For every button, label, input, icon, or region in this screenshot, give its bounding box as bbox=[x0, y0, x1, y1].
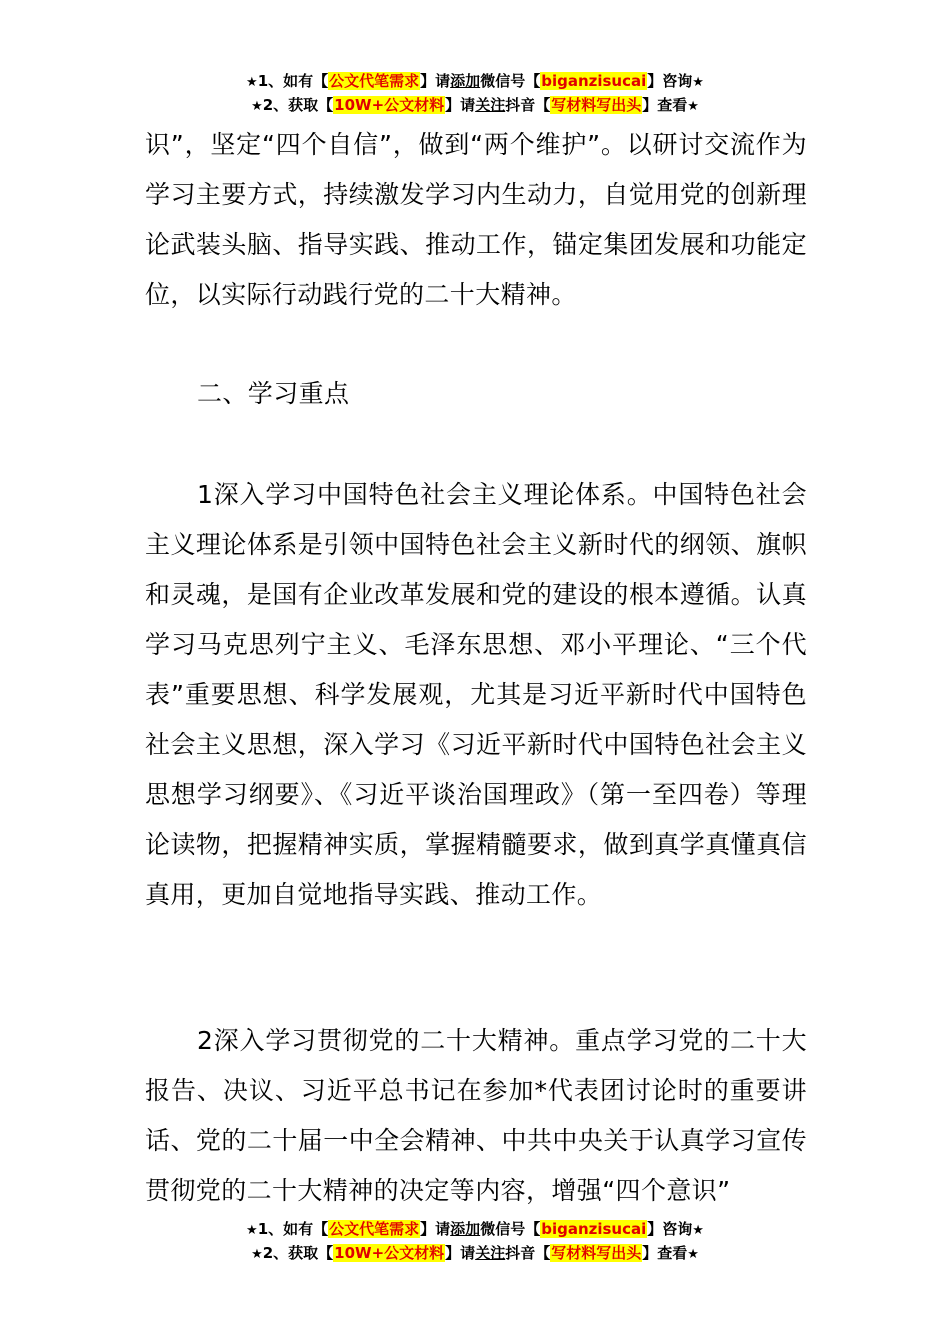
highlight-wechat-id: biganzisucai bbox=[541, 1220, 647, 1238]
banner-text: 抖音【 bbox=[505, 96, 551, 114]
highlight-wechat-id: biganzisucai bbox=[541, 72, 647, 90]
banner-text: 】请 bbox=[445, 96, 476, 114]
banner-underlined-text: 添加 bbox=[450, 72, 481, 90]
body-paragraph-1: 识”，坚定“四个自信”，做到“两个维护”。以研讨交流作为学习主要方式，持续激发学习内生动力，自觉用党的创新理论武装头脑、指导实践、推动工作，锚定集团发展和功能定位，以实际行动践行党的二十大精神。 bbox=[145, 130, 807, 309]
section-heading: 二、学习重点 bbox=[197, 379, 350, 408]
banner-text: 1、如有【 bbox=[257, 1220, 329, 1238]
highlight-ghostwriting: 公文代笔需求 bbox=[329, 72, 420, 90]
banner-text: 抖音【 bbox=[505, 1244, 551, 1262]
banner-line-2 bbox=[0, 94, 950, 118]
banner-text: 】咨询 bbox=[647, 72, 693, 90]
banner-text: 2、获取【 bbox=[262, 1244, 334, 1262]
banner-text: 】查看 bbox=[642, 96, 688, 114]
highlight-douyin-account: 写材料写出头 bbox=[551, 1244, 642, 1262]
banner-text: 】请 bbox=[445, 1244, 476, 1262]
banner-text: 】咨询 bbox=[647, 1220, 693, 1238]
star-icon: ★ bbox=[692, 1223, 704, 1238]
banner-line-1 bbox=[0, 1218, 950, 1242]
banner-underlined-text: 关注 bbox=[475, 1244, 506, 1262]
banner-underlined-text: 关注 bbox=[475, 96, 506, 114]
star-icon: ★ bbox=[687, 99, 699, 114]
banner-text: 】查看 bbox=[642, 1244, 688, 1262]
star-icon: ★ bbox=[246, 75, 258, 90]
highlight-materials: 10W+公文材料 bbox=[334, 96, 445, 114]
body-paragraph-3: 2深入学习贯彻党的二十大精神。重点学习党的二十大报告、决议、习近平总书记在参加*代表团讨论时的重要讲话、党的二十届一中全会精神、中共中央关于认真学习宣传贯彻党的二十大精神的决定等内容，增强“四个意识” bbox=[145, 1026, 807, 1205]
star-icon: ★ bbox=[687, 1247, 699, 1262]
banner-underlined-text: 添加 bbox=[450, 1220, 481, 1238]
banner-text: 1、如有【 bbox=[257, 72, 329, 90]
star-icon: ★ bbox=[251, 99, 263, 114]
banner-text: 】请 bbox=[420, 72, 451, 90]
banner-text: 微信号【 bbox=[480, 1220, 541, 1238]
highlight-materials: 10W+公文材料 bbox=[334, 1244, 445, 1262]
banner-line-2 bbox=[0, 1242, 950, 1266]
body-paragraph-2: 1深入学习中国特色社会主义理论体系。中国特色社会主义理论体系是引领中国特色社会主义新时代的纲领、旗帜和灵魂，是国有企业改革发展和党的建设的根本遵循。认真学习马克思列宁主义、毛泽东思想、邓小平理论、“三个代表”重要思想、科学发展观，尤其是习近平新时代中国特色社会主义思想，深入学习《习近平新时代中国特色社会主义思想学习纲要》、《习近平谈治国理政》（第一至四卷）等理论读物，把握精神实质，掌握精髓要求，做到真学真懂真信真用，更加自觉地指导实践、推动工作。 bbox=[145, 480, 807, 909]
banner-text: 】请 bbox=[420, 1220, 451, 1238]
header-banner bbox=[0, 70, 950, 118]
banner-text: 2、获取【 bbox=[262, 96, 334, 114]
star-icon: ★ bbox=[692, 75, 704, 90]
highlight-ghostwriting: 公文代笔需求 bbox=[329, 1220, 420, 1238]
star-icon: ★ bbox=[246, 1223, 258, 1238]
highlight-douyin-account: 写材料写出头 bbox=[551, 96, 642, 114]
banner-line-1 bbox=[0, 70, 950, 94]
banner-text: 微信号【 bbox=[480, 72, 541, 90]
star-icon: ★ bbox=[251, 1247, 263, 1262]
footer-banner bbox=[0, 1218, 950, 1266]
